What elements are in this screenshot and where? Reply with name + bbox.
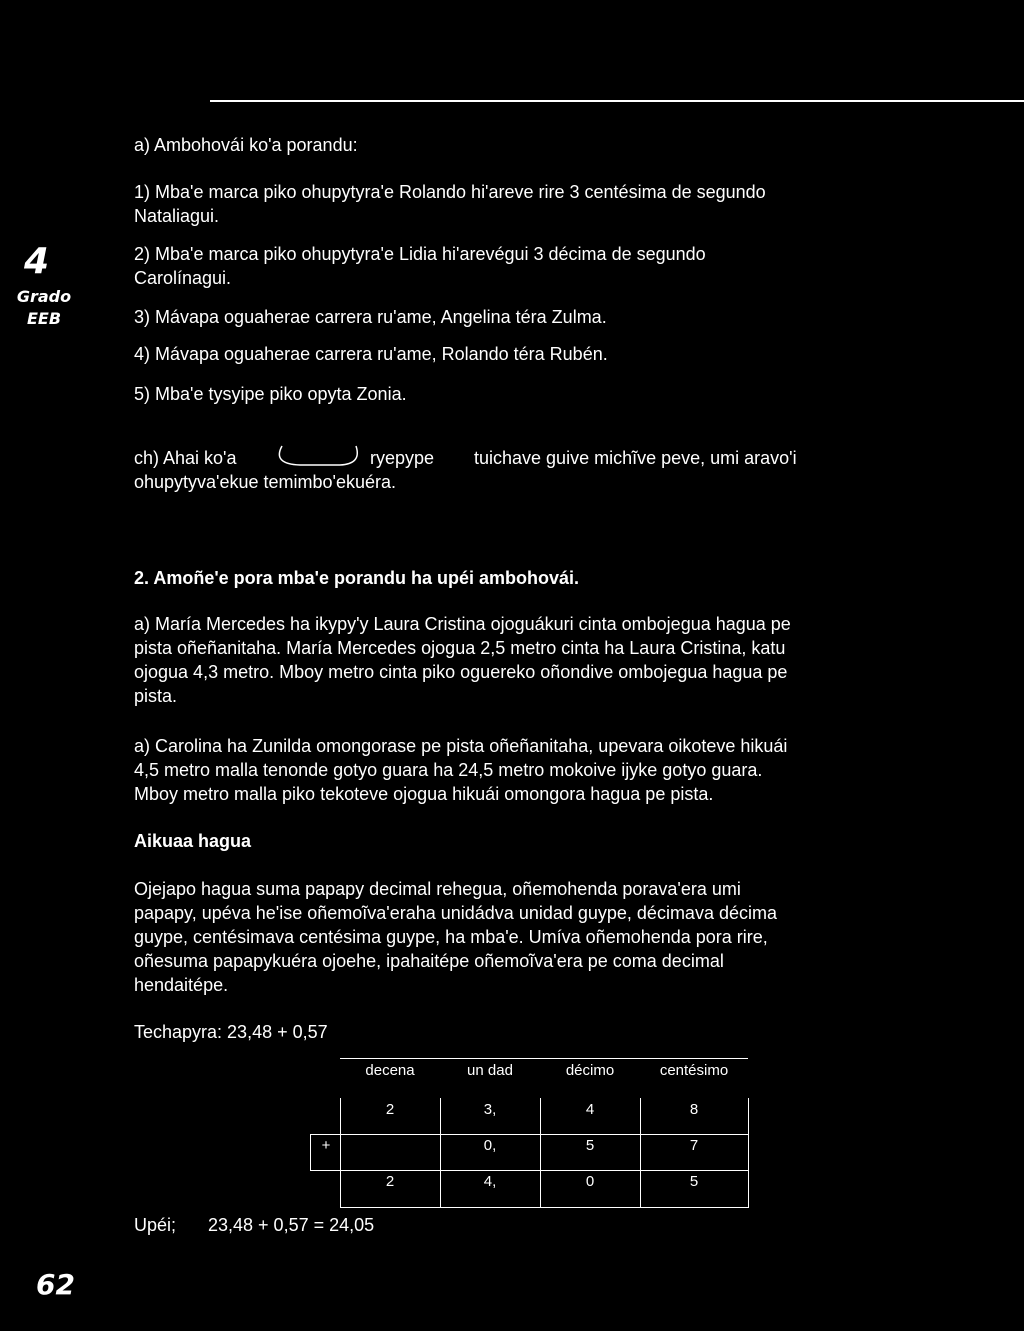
problem-2-line3: Mboy metro malla piko tekoteve ojogua hikuái omongora hagua pe pista. <box>134 784 714 804</box>
table-cell: 3, <box>483 1101 497 1118</box>
section-2-heading: 2. Amoñe'e pora mba'e porandu ha upéi ambohovái. <box>134 568 579 588</box>
aikuaa-line4: oñesuma papapykuéra ojoehe, ipahaitépe oñemoĩva'era pe coma decimal <box>134 951 724 971</box>
result-label: Upéi; <box>134 1215 177 1235</box>
question-2-line1: 2) Mba'e marca piko ohupytyra'e Lidia hi'arevégui 3 décima de segundo <box>134 244 706 264</box>
level-label: EEB <box>26 309 62 328</box>
table-cell: 0 <box>585 1173 595 1190</box>
table-cell: 8 <box>689 1101 699 1118</box>
aikuaa-heading: Aikuaa hagua <box>134 831 252 851</box>
question-3: 3) Mávapa oguaherae carrera ru'ame, Angelina téra Zulma. <box>134 307 607 327</box>
table-cell: 2 <box>385 1101 395 1118</box>
problem-2-line1: a) Carolina ha Zunilda omongorase pe pista oñeñanitaha, upevara oikoteve hikuái <box>134 736 788 756</box>
table-cell: 2 <box>385 1173 395 1190</box>
table-cell: 4, <box>483 1173 497 1190</box>
table-header: décimo <box>565 1062 615 1079</box>
question-1-line1: 1) Mba'e marca piko ohupytyra'e Rolando hi'areve rire 3 centésima de segundo <box>134 182 766 202</box>
section-ch-part3: tuichave guive michĩve peve, umi aravo'i <box>474 448 797 468</box>
table-header: centésimo <box>659 1062 729 1079</box>
table-cell: 0, <box>483 1137 497 1154</box>
table-cell: 5 <box>689 1173 699 1190</box>
aikuaa-line1: Ojejapo hagua suma papapy decimal rehegua, oñemohenda porava'era umi <box>134 879 741 899</box>
table-cell: 4 <box>585 1101 595 1118</box>
problem-1-line4: pista. <box>134 686 178 706</box>
problem-1-line1: a) María Mercedes ha ikypy'y Laura Cristina ojoguákuri cinta ombojegua hagua pe <box>134 614 791 634</box>
aikuaa-line3: guype, centésimava centésima guype, ha mba'e. Umíva oñemohenda pora rire, <box>134 927 768 947</box>
question-4: 4) Mávapa oguaherae carrera ru'ame, Rolando téra Rubén. <box>134 344 608 364</box>
section-ch-line2: ohupytyva'ekue temimbo'ekuéra. <box>134 472 397 492</box>
plus-sign: + <box>321 1137 331 1154</box>
result-equation: 23,48 + 0,57 = 24,05 <box>208 1215 375 1235</box>
grade-number: 4 <box>24 241 50 282</box>
section-a-heading: a) Ambohovái ko'a porandu: <box>134 135 358 155</box>
aikuaa-line5: hendaitépe. <box>134 975 229 995</box>
problem-2-line2: 4,5 metro malla tenonde gotyo guara ha 24,5 metro mokoive ijyke gotyo guara. <box>134 760 763 780</box>
blank-bracket-shape <box>270 444 365 470</box>
table-hline <box>310 1170 748 1171</box>
table-top-rule <box>340 1058 748 1059</box>
table-vline <box>310 1134 311 1170</box>
top-rule <box>210 100 1024 102</box>
section-ch-part1: ch) Ahai ko'a <box>134 448 237 468</box>
table-hline <box>340 1207 748 1208</box>
question-2-line2: Carolínagui. <box>134 268 232 288</box>
question-5: 5) Mba'e tysyipe piko opyta Zonia. <box>134 384 407 404</box>
aikuaa-line2: papapy, upéva he'ise oñemoĩva'eraha unidádva unidad guype, décimava décima <box>134 903 777 923</box>
table-vline <box>748 1098 749 1208</box>
problem-1-line3: ojogua 4,3 metro. Mboy metro cinta piko oguereko oñondive ombojegua hagua pe <box>134 662 788 682</box>
table-header: un dad <box>467 1062 513 1079</box>
table-cell: 7 <box>689 1137 699 1154</box>
section-ch-part2: ryepype <box>370 448 435 468</box>
example-label: Techapyra: 23,48 + 0,57 <box>134 1022 328 1042</box>
question-1-line2: Nataliagui. <box>134 206 220 226</box>
grade-label: Grado <box>16 287 72 306</box>
page-number: 62 <box>36 1268 75 1301</box>
problem-1-line2: pista oñeñanitaha. María Mercedes ojogua 2,5 metro cinta ha Laura Cristina, katu <box>134 638 786 658</box>
table-header: decena <box>365 1062 415 1079</box>
table-cell: 5 <box>585 1137 595 1154</box>
table-hline <box>310 1134 748 1135</box>
